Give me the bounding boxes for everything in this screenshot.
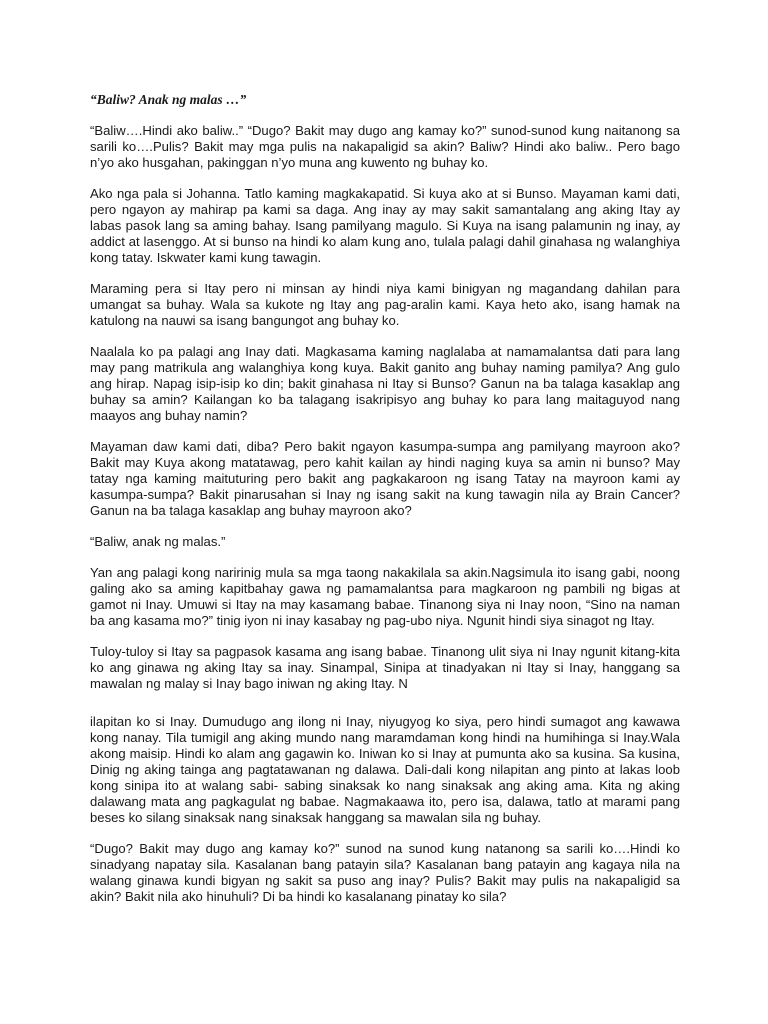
paragraph-7: Yan ang palagi kong naririnig mula sa mga taong nakakilala sa akin.Nagsimula ito isang gabi, noong galing ako sa aming kapitbahay gawa ng pamamalantsa para magkaroon ng pambili ng bigas at gamot ni Inay. Umuwi si Itay na may kasamang babae. Tinanong siya ni Inay noon, “Sino na naman ba ang kasama mo?” tinig iyon ni inay kasabay ng pag-ubo niya. Ngunit hindi siya sinagot ng Itay. (90, 565, 680, 628)
paragraph-5: Mayaman daw kami dati, diba? Pero bakit ngayon kasumpa-sumpa ang pamilyang mayroon ako? Bakit may Kuya akong matatawag, pero kahit kailan ay hindi naging kuya sa amin ni bunso? May tatay nga kaming maituturing pero bakit ang pagkakaroon ng isang Tatay na mayroon kami ay kasumpa-sumpa? Bakit pinarusahan si Inay ng isang sakit na kung tawagin nila ay Brain Cancer? Ganun na ba talaga kasaklap ang buhay mayroon ako? (90, 439, 680, 518)
paragraph-10: “Dugo? Bakit may dugo ang kamay ko?” sunod na sunod kung natanong sa sarili ko….Hindi ko sinadyang napatay sila. Kasalanan bang patayin sila? Kasalanan bang patayin ang kagaya nila na walang ginawa kundi bigyan ng sakit sa puso ang inay? Pulis? Bakit may pulis na nakapaligid sa akin? Bakit nila ako hinuhuli? Di ba hindi ko kasalanang pinatay ko sila? (90, 841, 680, 904)
story-title: “Baliw? Anak ng malas …” (90, 92, 247, 107)
paragraph-2: Ako nga pala si Johanna. Tatlo kaming magkakapatid. Si kuya ako at si Bunso. Mayaman kami dati, pero ngayon ay mahirap pa kami sa daga. Ang inay ay may sakit samantalang ang aking Itay ay labas pasok lang sa aming bahay. Isang pamilyang magulo. Si Kuya na isang palamunin ng inay, ay addict at lasenggo. At si bunso na hindi ko alam kung ano, tulala palagi dahil ginahasa ng walanghiya kong tatay. Iskwater kami kung tawagin. (90, 186, 680, 265)
document-body (90, 92, 680, 920)
paragraph-1: “Baliw….Hindi ako baliw..” “Dugo? Bakit may dugo ang kamay ko?” sunod-sunod kung naitanong sa sarili ko….Pulis? Bakit may mga pulis na nakapaligid sa akin? Baliw? Hindi ako baliw.. Pero bago n’yo ako husgahan, pakinggan n’yo muna ang kuwento ng buhay ko. (90, 123, 680, 170)
paragraph-6: “Baliw, anak ng malas.” (90, 534, 226, 549)
paragraph-9: ilapitan ko si Inay. Dumudugo ang ilong ni Inay, niyugyog ko siya, pero hindi sumagot ang kawawa kong nanay. Tila tumigil ang aking mundo nang maramdaman kong hindi na humihinga si Inay.Wala akong maisip. Hindi ko alam ang gagawin ko. Iniwan ko si Inay at pumunta ako sa kusina. Sa kusina, Dinig ng aking tainga ang pagtatawanan ng dalawa. Dali-dali kong nilapitan ang pinto at lakas loob kong sinipa ito at walang sabi- sabing sinaksak ko nang sinaksak ang aking ama. Kita ng aking dalawang mata ang pagkagulat ng babae. Nagmakaawa ito, pero isa, dalawa, tatlo at marami pang beses ko silang sinaksak nang sinaksak hanggang sa mawalan sila ng buhay. (90, 714, 680, 825)
paragraph-4: Naalala ko pa palagi ang Inay dati. Magkasama kaming naglalaba at namamalantsa dati para lang may pang matrikula ang walanghiya kong kuya. Bakit ganito ang buhay naming pamilya? Ang gulo ang hirap. Napag isip-isip ko din; bakit ginahasa ni Itay si Bunso? Ganun na ba talaga kasaklap ang buhay sa amin? Kailangan ko ba talagang isakripisyo ang buhay ko para lang maitaguyod nang maayos ang buhay namin? (90, 344, 680, 423)
paragraph-3: Maraming pera si Itay pero ni minsan ay hindi niya kami binigyan ng magandang dahilan para umangat sa buhay. Wala sa kukote ng Itay ang pag-aralin kami. Kaya heto ako, isang hamak na katulong na nauwi sa isang bangungot ang buhay ko. (90, 281, 680, 328)
paragraph-8: Tuloy-tuloy si Itay sa pagpasok kasama ang isang babae. Tinanong ulit siya ni Inay ngunit kitang-kita ko ang ginawa ng aking Itay sa inay. Sinampal, Sinipa at tinadyakan ni Itay si Inay, hanggang sa mawalan ng malay si Inay bago iniwan ng aking Itay. N (90, 644, 680, 691)
